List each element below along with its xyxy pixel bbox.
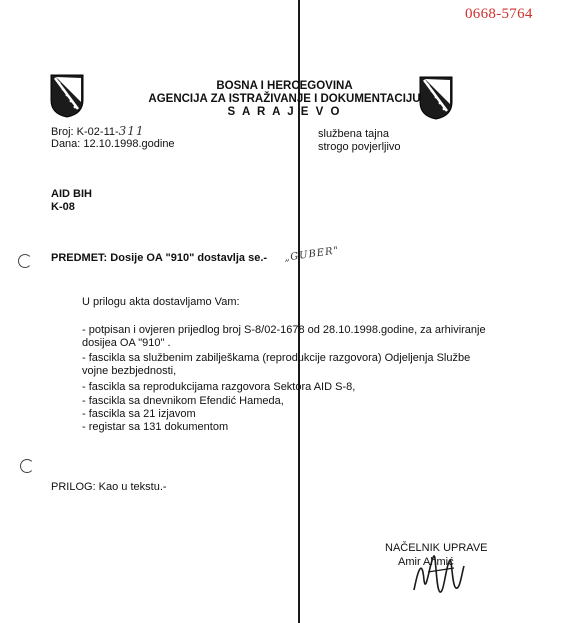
reference-number-handwritten: 311 <box>118 124 145 138</box>
signature-name: Amir Ahmić <box>398 556 454 568</box>
list-item-1-line1: - potpisan i ovjeren prijedlog broj S-8/02-1678 od 28.10.1998.godine, za arhiviranje <box>82 324 486 336</box>
list-item-1-line2: dosijea OA "910" . <box>82 337 171 349</box>
list-item-4: - fascikla sa dnevnikom Efendić Hameda, <box>82 395 284 407</box>
reference-number <box>51 125 145 139</box>
list-item-3: - fascikla sa reprodukcijama razgovora Sektora AID S-8, <box>82 381 356 393</box>
list-item-5: - fascikla sa 21 izjavom <box>82 408 196 420</box>
punch-hole-top <box>18 254 32 268</box>
classification-line1: službena tajna <box>318 128 389 140</box>
punch-hole-bottom <box>20 459 34 473</box>
header-agency: AGENCIJA ZA ISTRAŽIVANJE I DOKUMENTACIJU <box>148 93 421 105</box>
body-intro: U prilogu akta dostavljamo Vam: <box>82 296 240 308</box>
reference-number-label: Broj: K-02-11- <box>51 126 119 138</box>
subject-line <box>51 252 267 265</box>
archive-number: 0668-5764 <box>465 6 533 22</box>
classification-line2: strogo povjerljivo <box>318 141 401 153</box>
list-item-6: - registar sa 131 dokumentom <box>82 421 229 433</box>
list-item-2-line2: vojne bezbjednosti, <box>82 365 177 377</box>
header-country: BOSNA I HERCEGOVINA <box>216 80 353 92</box>
handwritten-signature-icon <box>408 550 468 600</box>
subject-text: Dosije OA "910" dostavlja se.- <box>110 252 268 264</box>
recipient-line1: AID BIH <box>51 188 92 200</box>
recipient-line2: K-08 <box>51 201 75 213</box>
subject-label: PREDMET: <box>51 252 108 264</box>
header-city: S A R A J E V O <box>227 106 342 118</box>
attachment-line: PRILOG: Kao u tekstu.- <box>51 481 167 493</box>
subject-handwritten-name: „GUBER" <box>283 245 340 264</box>
list-item-2-line1: - fascikla sa službenim zabilješkama (reprodukcije razgovora) Odjeljenja Službe <box>82 352 471 364</box>
signature-title: NAČELNIK UPRAVE <box>385 542 488 554</box>
document-date: Dana: 12.10.1998.godine <box>51 138 175 150</box>
